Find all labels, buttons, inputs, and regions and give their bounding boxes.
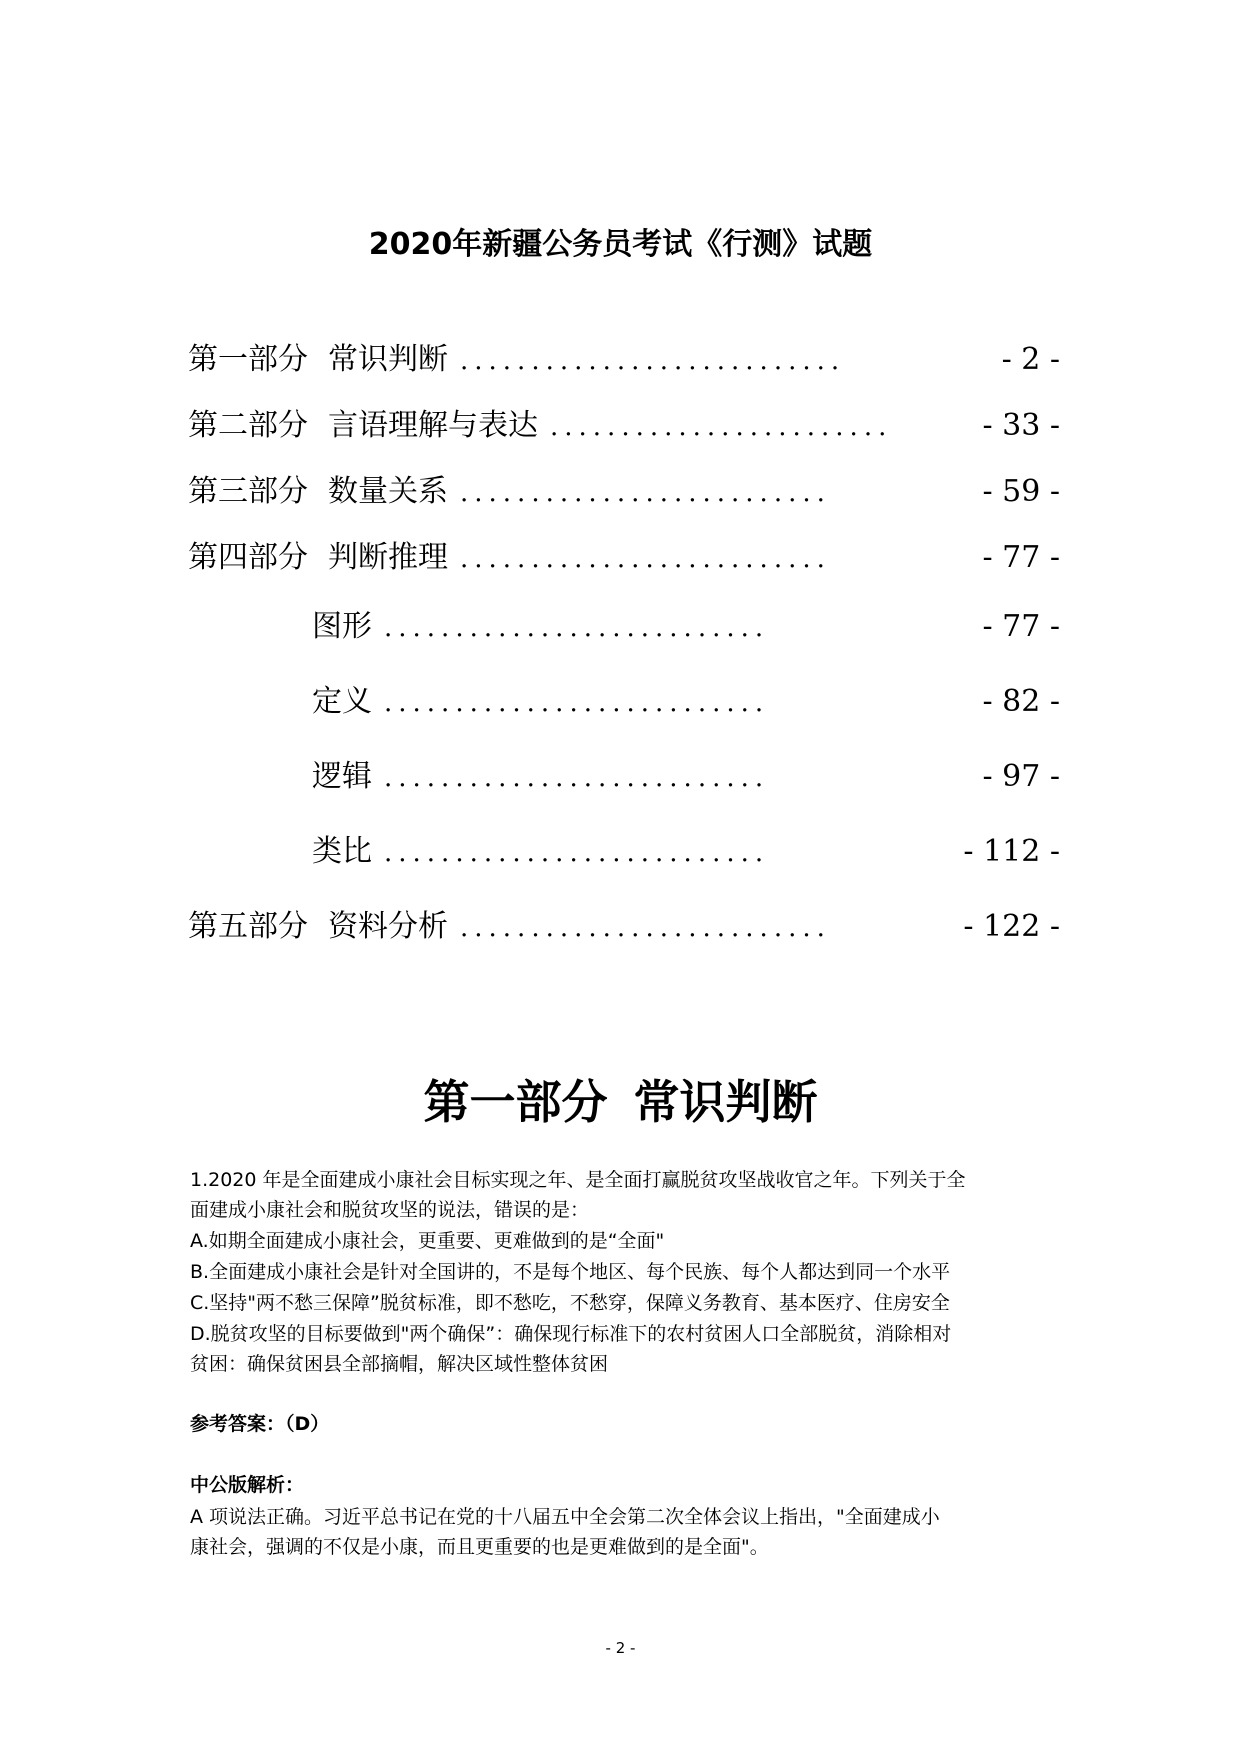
analysis-line: A 项说法正确。习近平总书记在党的十八届五中全会第二次全体会议上指出，"全面建成小 [190, 1506, 940, 1528]
toc-page-number: - 122 - [963, 909, 1060, 944]
option-c: C.坚持"两不愁三保障”脱贫标准，即不愁吃，不愁穿，保障义务教育、基本医疗、住房安全 [190, 1292, 950, 1314]
toc-part-title: 常识判断 [328, 342, 448, 377]
toc-sub-title: 类比 [312, 834, 372, 869]
toc-leader-dots: ........................ [550, 412, 893, 442]
toc-entry-part-2[interactable] [188, 404, 1060, 448]
option-d-line: 贫困：确保贫困县全部摘帽，解决区域性整体贫困 [190, 1353, 609, 1375]
section-heading [0, 1072, 1241, 1132]
toc-part-number: 第四部分 [188, 540, 308, 575]
toc-entry-part-1[interactable] [188, 338, 1060, 382]
toc-part-title: 数量关系 [328, 474, 448, 509]
toc-part-title: 言语理解与表达 [328, 408, 538, 443]
toc-entry-logic[interactable] [312, 755, 1060, 799]
toc-page-number: - 33 - [982, 408, 1060, 443]
toc-page-number: - 2 - [1001, 342, 1060, 377]
toc-page-number: - 77 - [982, 609, 1060, 644]
section-heading-part: 第一部分 [423, 1075, 608, 1129]
toc-sub-title: 定义 [312, 684, 372, 719]
analysis-line: 康社会，强调的不仅是小康，而且更重要的也是更难做到的是全面"。 [190, 1536, 769, 1558]
toc-part-number: 第一部分 [188, 342, 308, 377]
toc-leader-dots: ........................... [384, 613, 770, 643]
toc-page-number: - 82 - [982, 684, 1060, 719]
toc-leader-dots: .......................... [460, 478, 831, 508]
toc-page-number: - 112 - [963, 834, 1060, 869]
option-d-line: D.脱贫攻坚的目标要做到"两个确保”：确保现行标准下的农村贫困人口全部脱贫，消除相对 [190, 1323, 952, 1345]
toc-entry-analogy[interactable] [312, 830, 1060, 874]
toc-part-title: 判断推理 [328, 540, 448, 575]
toc-page-number: - 97 - [982, 759, 1060, 794]
toc-entry-definitions[interactable] [312, 680, 1060, 724]
toc-page-number: - 77 - [982, 540, 1060, 575]
toc-part-number: 第二部分 [188, 408, 308, 443]
question-stem-line: 面建成小康社会和脱贫攻坚的说法，错误的是： [190, 1199, 590, 1221]
toc-part-title: 资料分析 [328, 909, 448, 944]
toc-entry-figures[interactable] [312, 605, 1060, 649]
toc-leader-dots: .......................... [460, 544, 831, 574]
toc-entry-part-3[interactable] [188, 470, 1060, 514]
toc-leader-dots: ........................... [384, 838, 770, 868]
option-b: B.全面建成小康社会是针对全国讲的，不是每个地区、每个民族、每个人都达到同一个水平 [190, 1261, 951, 1283]
toc-page-number: - 59 - [982, 474, 1060, 509]
toc-sub-title: 图形 [312, 609, 372, 644]
analysis-label: 中公版解析： [190, 1474, 305, 1496]
toc-part-number: 第三部分 [188, 474, 308, 509]
toc-leader-dots: ........................... [460, 346, 846, 376]
option-a: A.如期全面建成小康社会，更重要、更难做到的是“全面" [190, 1230, 665, 1252]
toc-leader-dots: ........................... [384, 763, 770, 793]
question-stem-line: 1.2020 年是全面建成小康社会目标实现之年、是全面打赢脱贫攻坚战收官之年。下列关于全 [190, 1169, 966, 1191]
toc-leader-dots: ........................... [384, 688, 770, 718]
toc-leader-dots: .......................... [460, 913, 831, 943]
document-title: 2020年新疆公务员考试《行测》试题 [368, 227, 873, 262]
toc-sub-title: 逻辑 [312, 759, 372, 794]
toc-part-number: 第五部分 [188, 909, 308, 944]
toc-entry-part-4[interactable] [188, 536, 1060, 580]
page-number: - 2 - [605, 1639, 636, 1657]
toc-entry-part-5[interactable] [188, 905, 1060, 949]
section-heading-title: 常识判断 [633, 1075, 818, 1129]
answer-label: 参考答案：（D） [190, 1413, 330, 1435]
